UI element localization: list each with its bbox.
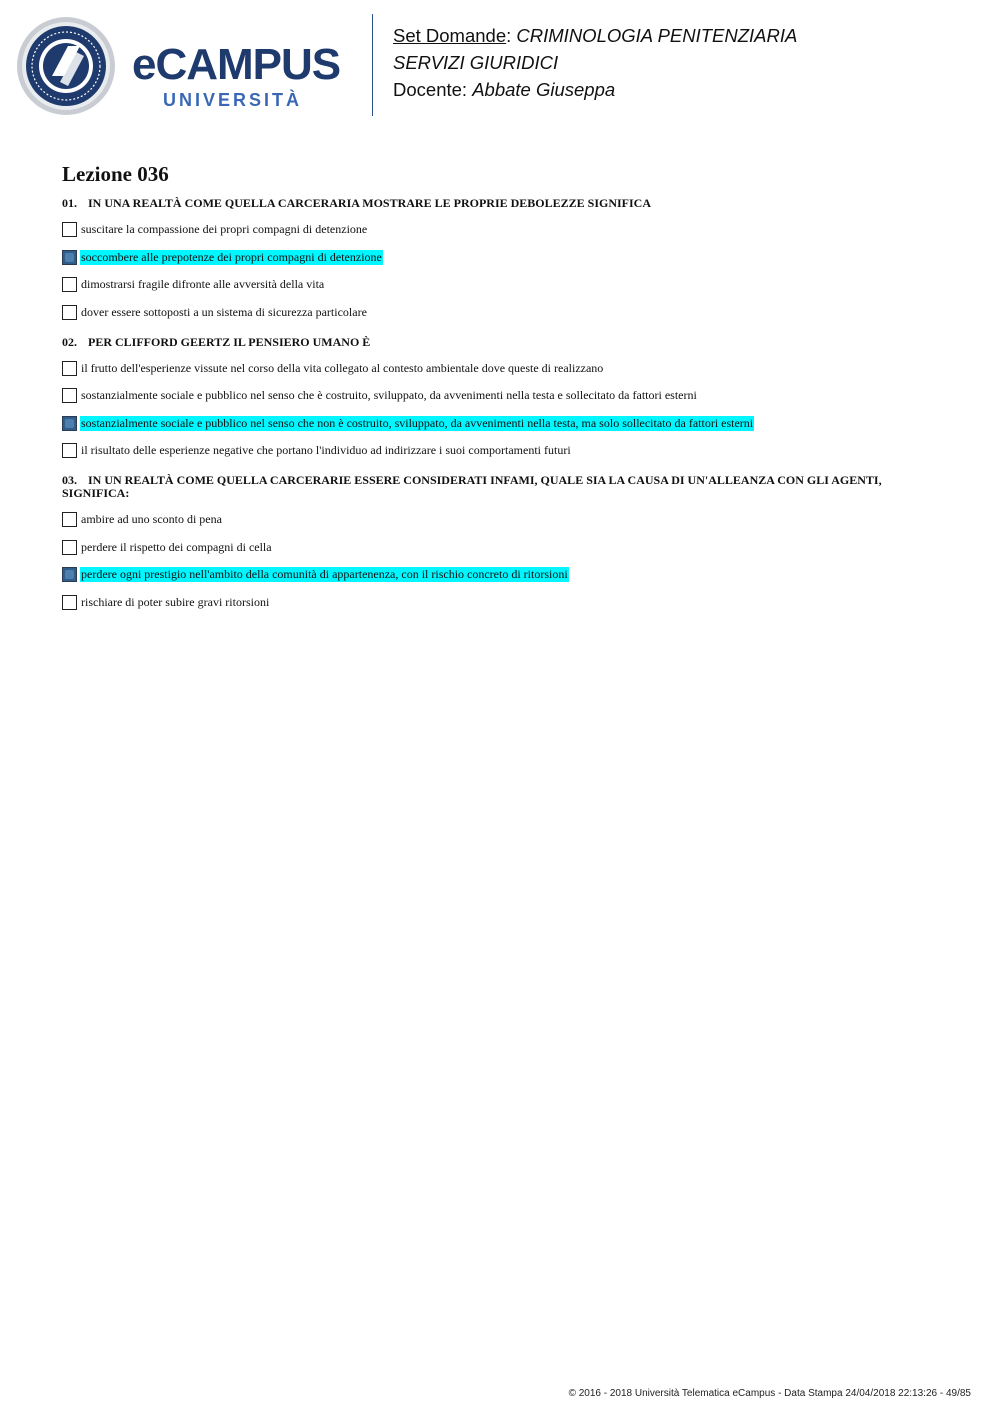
checkbox-icon[interactable] bbox=[62, 388, 77, 403]
brand-wordmark: eCAMPUS bbox=[132, 40, 341, 89]
answer-text: sostanzialmente sociale e pubblico nel senso che è costruito, sviluppato, da avvenimenti nella testa e sollecitato da fattori esterni bbox=[81, 388, 697, 402]
set-label: Set Domande bbox=[393, 25, 507, 46]
set-line bbox=[393, 22, 797, 49]
question-3 bbox=[62, 474, 942, 611]
brand-subtitle: UNIVERSITÀ bbox=[163, 90, 303, 110]
checkbox-icon[interactable] bbox=[62, 305, 77, 320]
answer-option[interactable] bbox=[62, 221, 942, 238]
answer-text: suscitare la compassione dei propri compagni di detenzione bbox=[81, 222, 368, 236]
question-text: IN UNA REALTÀ COME QUELLA CARCERARIA MOSTRARE LE PROPRIE DEBOLEZZE SIGNIFICA bbox=[88, 196, 651, 210]
answer-option[interactable] bbox=[62, 594, 942, 611]
answer-option-correct[interactable] bbox=[62, 415, 942, 432]
question-text: PER CLIFFORD GEERTZ IL PENSIERO UMANO È bbox=[88, 334, 371, 349]
question-set-info bbox=[393, 22, 797, 103]
question-number: 03. bbox=[62, 473, 77, 487]
question-title bbox=[62, 197, 942, 210]
answer-text: perdere il rispetto dei compagni di cella bbox=[81, 539, 272, 554]
checkbox-icon[interactable] bbox=[62, 512, 77, 527]
checkbox-icon[interactable] bbox=[62, 361, 77, 376]
course-name: CRIMINOLOGIA PENITENZIARIA bbox=[516, 25, 798, 46]
answer-option[interactable] bbox=[62, 360, 942, 377]
question-2 bbox=[62, 336, 942, 460]
answer-text: rischiare di poter subire gravi ritorsioni bbox=[81, 594, 270, 609]
question-title bbox=[62, 474, 942, 500]
answer-text-highlighted: sostanzialmente sociale e pubblico nel senso che non è costruito, sviluppato, da avvenimenti nella testa, ma solo sollecitato da fattori esterni bbox=[81, 415, 754, 430]
question-1 bbox=[62, 197, 942, 321]
answer-text: ambire ad uno sconto di pena bbox=[81, 512, 222, 526]
answer-text: dover essere sottoposti a un sistema di sicurezza particolare bbox=[81, 304, 367, 319]
answer-option-correct[interactable] bbox=[62, 566, 942, 583]
answer-option[interactable] bbox=[62, 442, 942, 459]
question-text: IN UN REALTÀ COME QUELLA CARCERARIE ESSERE CONSIDERATI INFAMI, QUALE SIA LA CAUSA DI UN'ALLEANZA CON GLI AGENTI, SIGNIFICA: bbox=[62, 473, 882, 500]
answer-option-correct[interactable] bbox=[62, 249, 942, 266]
answer-text: il frutto dell'esperienze vissute nel corso della vita collegato al contesto ambientale dove queste di realizzano bbox=[81, 360, 604, 375]
university-seal-logo bbox=[16, 16, 116, 116]
answer-option[interactable] bbox=[62, 539, 942, 556]
checked-checkbox-icon[interactable] bbox=[62, 416, 77, 431]
lesson-title: Lezione 036 bbox=[62, 162, 169, 186]
checked-checkbox-icon[interactable] bbox=[62, 567, 77, 582]
teacher-line bbox=[393, 76, 797, 103]
answer-option[interactable] bbox=[62, 387, 942, 404]
set-separator: : bbox=[506, 25, 512, 46]
teacher-name: Abbate Giuseppa bbox=[472, 79, 616, 100]
question-number: 01. bbox=[62, 196, 77, 210]
answer-option[interactable] bbox=[62, 304, 942, 321]
checkbox-icon[interactable] bbox=[62, 222, 77, 237]
answer-text-highlighted: perdere ogni prestigio nell'ambito della comunità di appartenenza, con il rischio concreto di ritorsioni bbox=[81, 567, 568, 581]
answer-option[interactable] bbox=[62, 276, 942, 293]
header-divider bbox=[372, 14, 373, 116]
checkbox-icon[interactable] bbox=[62, 595, 77, 610]
checkbox-icon[interactable] bbox=[62, 540, 77, 555]
answer-option[interactable] bbox=[62, 511, 942, 528]
answer-text: dimostrarsi fragile difronte alle avversità della vita bbox=[81, 277, 325, 291]
question-list bbox=[62, 197, 942, 626]
checkbox-icon[interactable] bbox=[62, 277, 77, 292]
checkbox-icon[interactable] bbox=[62, 443, 77, 458]
page-footer: © 2016 - 2018 Università Telematica eCampus - Data Stampa 24/04/2018 22:13:26 - 49/85 bbox=[568, 1388, 971, 1399]
answer-text: il risultato delle esperienze negative che portano l'individuo ad indirizzare i suoi comportamenti futuri bbox=[81, 443, 571, 457]
course-department: SERVIZI GIURIDICI bbox=[393, 52, 559, 73]
teacher-label: Docente: bbox=[393, 79, 468, 100]
question-title bbox=[62, 336, 942, 349]
question-number: 02. bbox=[62, 334, 77, 349]
checked-checkbox-icon[interactable] bbox=[62, 250, 77, 265]
answer-text-highlighted: soccombere alle prepotenze dei propri compagni di detenzione bbox=[81, 249, 382, 264]
